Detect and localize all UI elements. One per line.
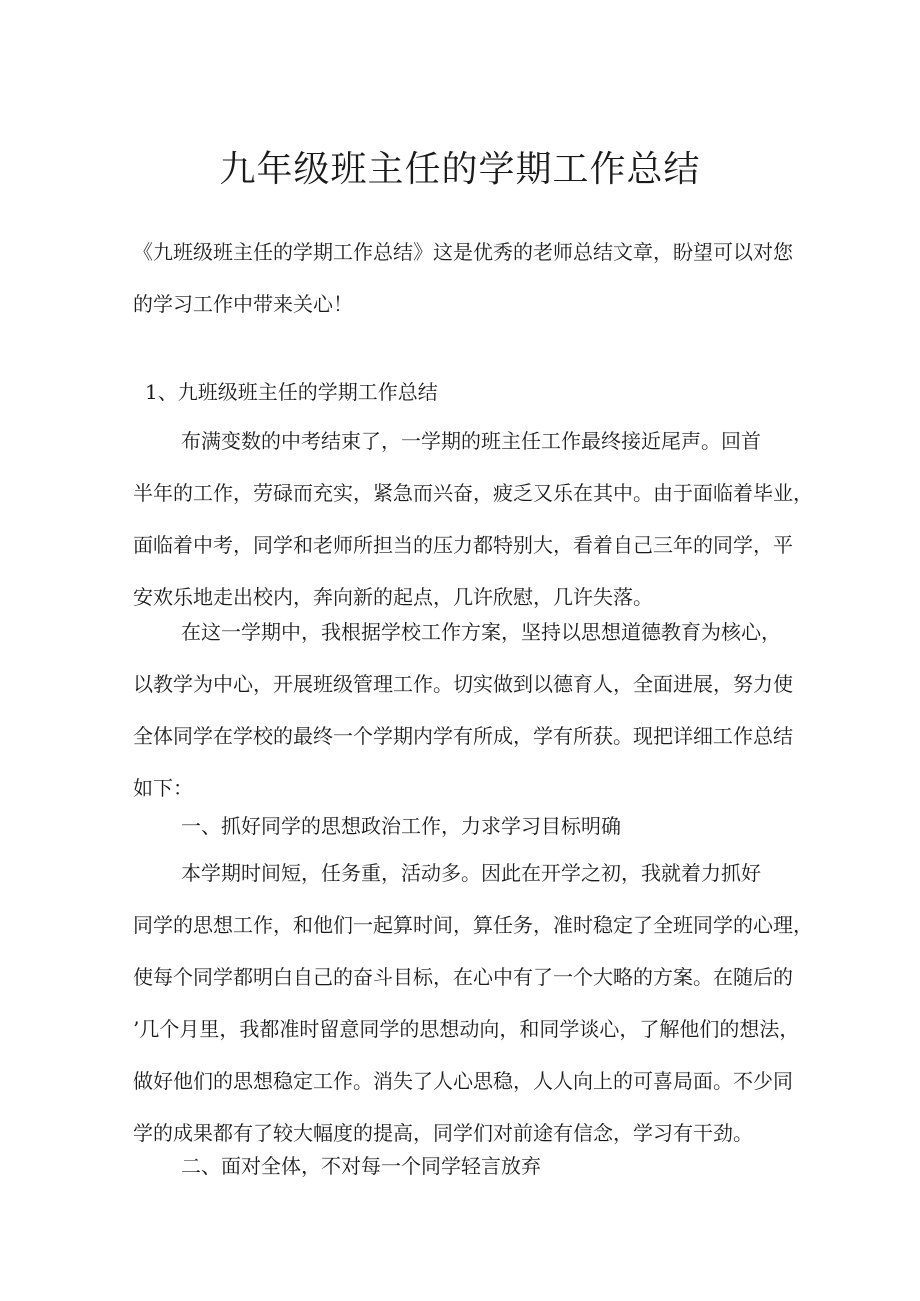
text-line: 布满变数的中考结束了，一学期的班主任工作最终接近尾声。回首 [181,429,761,453]
text-line: 学的成果都有了较大幅度的提高，同学们对前途有信念，学习有干劲。 [133,1121,753,1145]
paragraph-2 [133,606,793,814]
intro-paragraph [133,226,793,330]
text-line: ’几个月里，我都准时留意同学的思想动向，和同学谈心，了解他们的想法， [133,1017,800,1041]
section-1-heading: 1、九班级班主任的学期工作总结 [145,380,438,404]
paragraph-3 [133,847,813,1159]
text-line: 做好他们的思想稳定工作。消失了人心思稳，人人向上的可喜局面。不少同 [133,1069,793,1093]
text-line: 《九班级班主任的学期工作总结》这是优秀的老师总结文章，盼望可以对您 [133,240,793,264]
text-line: 面临着中考，同学和老师所担当的压力都特别大，看着自己三年的同学，平 [133,533,793,557]
text-line: 在这一学期中，我根据学校工作方案，坚持以思想道德教育为核心， [181,620,781,644]
heading-2-block [133,1140,793,1192]
heading-2: 二、面对全体，不对每一个同学轻言放弃 [181,1154,541,1178]
heading-1: 一、抓好同学的思想政治工作，力求学习目标明确 [181,814,621,838]
text-line: 的学习工作中带来关心！ [133,292,353,316]
heading-1-block [133,800,793,852]
text-line: 使每个同学都明白自己的奋斗目标，在心中有了一个大略的方案。在随后的 [133,965,793,989]
text-line: 半年的工作，劳碌而充实，紧急而兴奋，疲乏又乐在其中。由于面临着毕业， [133,481,813,505]
text-line: 如下： [133,776,193,800]
document-title: 九年级班主任的学期工作总结 [219,149,701,190]
text-line: 安欢乐地走出校内，奔向新的起点，几许欣慰，几许失落。 [133,585,653,609]
paragraph-1 [133,415,813,623]
section-heading [133,366,793,418]
text-line: 同学的思想工作，和他们一起算时间，算任务，准时稳定了全班同学的心理， [133,913,813,937]
text-line: 全体同学在学校的最终一个学期内学有所成，学有所获。现把详细工作总结 [133,724,793,748]
text-line: 本学期时间短，任务重，活动多。因此在开学之初，我就着力抓好 [181,861,761,885]
text-line: 以教学为中心，开展班级管理工作。切实做到以德育人，全面进展，努力使 [133,672,793,696]
